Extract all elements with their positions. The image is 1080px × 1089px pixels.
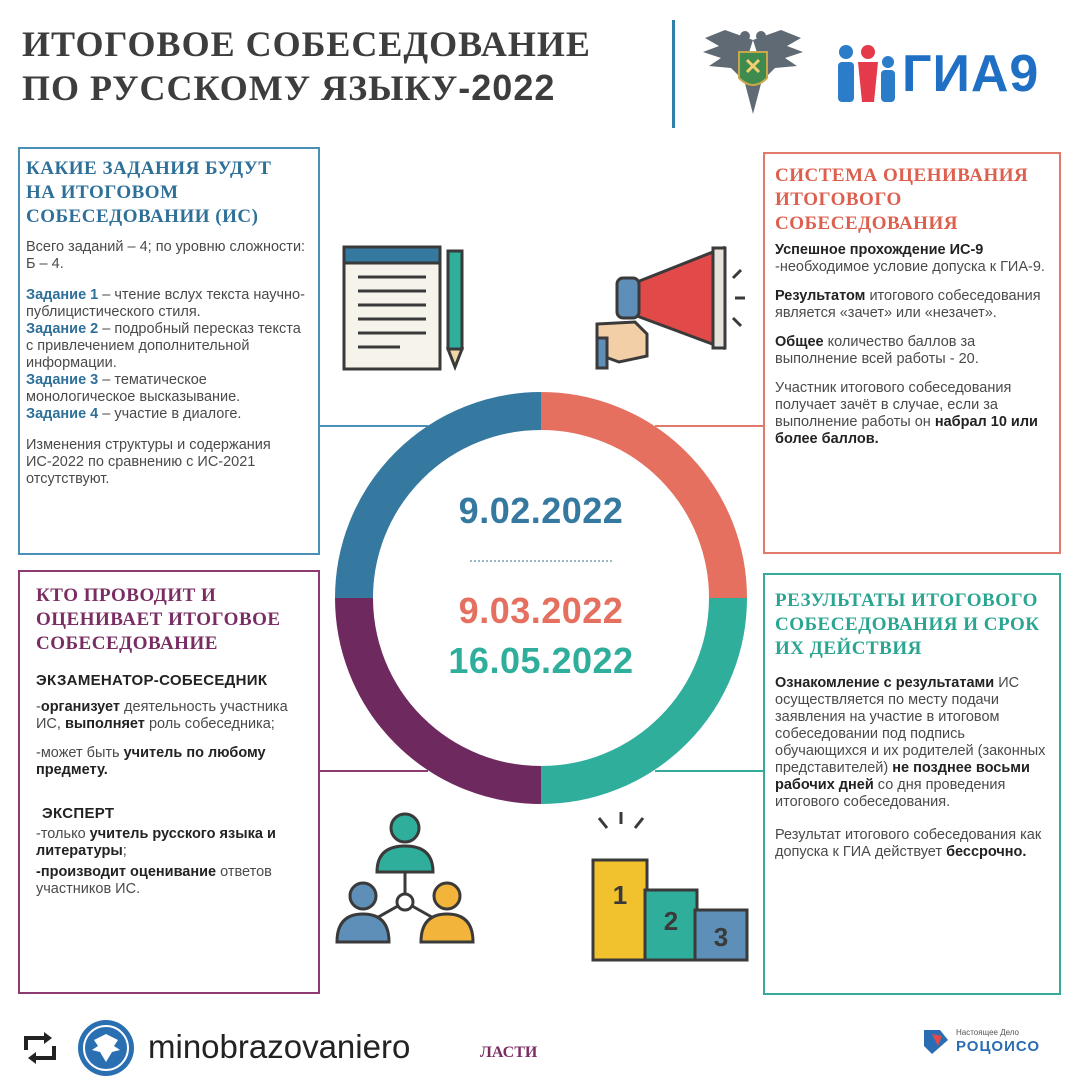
notebook-pencil-icon [340, 243, 470, 373]
podium-label-1: 1 [612, 880, 628, 910]
page-title-year: -2022 [458, 67, 556, 108]
rocoiso-logo-icon [920, 1026, 952, 1058]
examiners-box [18, 570, 320, 994]
date-separator [470, 560, 612, 562]
people-network-icon [333, 810, 478, 950]
tasks-box [18, 147, 320, 555]
task-item-1: Задание 1 – чтение вслух текста научно-публицистического стиля. [26, 287, 305, 320]
megaphone-icon [595, 238, 750, 373]
family-figures-icon [832, 42, 902, 108]
task-item-4: Задание 4 – участие в диалоге. [26, 406, 242, 422]
podium-label-3: 3 [713, 922, 729, 952]
rocoiso-logo-big: РОЦОИСО [956, 1038, 1041, 1055]
examiner-role-p1: -организует деятельность участника ИС, выполняет роль собеседника; [36, 699, 288, 732]
results-p2: Результат итогового собеседования как допуска к ГИА действует бессрочно. [775, 827, 1042, 860]
page-title-text: ПО РУССКОМУ ЯЗЫКУ [22, 68, 459, 108]
grading-heading: СИСТЕМА ОЦЕНИВАНИЯ ИТОГОВОГО СОБЕСЕДОВАНИЯ [775, 165, 1029, 234]
rocoiso-logo-small: Настоящее Дело [956, 1028, 1020, 1037]
podium-icon [585, 808, 753, 964]
results-box [763, 573, 1061, 995]
account-handle[interactable]: minobrazovaniero [148, 1028, 411, 1065]
gia9-logo-text: ГИА9 [902, 45, 1040, 103]
gia9-logo [832, 40, 1042, 110]
rocoiso-logo [920, 1022, 1060, 1062]
grading-p2: Результатом итогового собеседования является «зачет» или «незачет». [775, 288, 1041, 321]
ministry-avatar-icon[interactable] [78, 1020, 134, 1076]
header-divider [672, 20, 675, 128]
grading-p3: Общее количество баллов за выполнение всей работы - 20. [775, 334, 979, 367]
podium-place-1 [593, 860, 647, 960]
expert-role-p2: -производит оценивание ответов участников ИС. [36, 864, 272, 897]
results-p1: Ознакомление с результатами ИС осуществляется по месту подачи заявления на участие в итоговом собеседовании под подпись обучающихся и их родителей (законных представителей) не позднее восьми рабочих дней со дня проведения итогового собеседования. [775, 675, 1046, 810]
expert-role-title: ЭКСПЕРТ [42, 805, 115, 822]
tasks-intro: Всего заданий – 4; по уровню сложности: Б – 4. [26, 239, 306, 272]
grading-box [763, 152, 1061, 554]
date-extra-1: 9.03.2022 [458, 590, 624, 631]
eagle-emblem-icon [697, 26, 809, 116]
examiner-role-p2: -может быть учитель по любому предмету. [36, 745, 266, 778]
footer-caption: ЛАСТИ [480, 1044, 538, 1061]
results-heading: РЕЗУЛЬТАТЫ ИТОГОВОГО СОБЕСЕДОВАНИЯ И СРОК ИХ ДЕЙСТВИЯ [775, 590, 1040, 659]
tasks-outro: Изменения структуры и содержания ИС-2022 по сравнению с ИС-2021 отсутствуют. [26, 437, 271, 487]
date-main: 9.02.2022 [458, 490, 624, 531]
task-item-3: Задание 3 – тематическое монологическое высказывание. [26, 372, 241, 405]
tasks-heading: КАКИЕ ЗАДАНИЯ БУДУТ НА ИТОГОВОМ СОБЕСЕДОВАНИИ (ИС) [26, 158, 272, 227]
expert-role-p1: -только учитель русского языка и литературы; [36, 826, 276, 859]
grading-p4: Участник итогового собеседования получает зачёт в случае, если за выполнение работы он набрал 10 или более баллов. [775, 380, 1038, 447]
task-item-2: Задание 2 – подробный пересказ текста с привлечением дополнительной информации. [26, 321, 301, 371]
examiners-heading: КТО ПРОВОДИТ И ОЦЕНИВАЕТ ИТОГОВОЕ СОБЕСЕДОВАНИЕ [36, 585, 281, 654]
grading-p1: Успешное прохождение ИС-9 -необходимое условие допуска к ГИА-9. [775, 242, 1045, 275]
podium-label-2: 2 [663, 906, 679, 936]
page-title-line2 [22, 66, 555, 110]
repost-icon[interactable] [20, 1028, 60, 1068]
examiner-role-title: ЭКЗАМЕНАТОР-СОБЕСЕДНИК [36, 672, 268, 689]
date-extra-2: 16.05.2022 [448, 640, 634, 681]
page-title-line1: ИТОГОВОЕ СОБЕСЕДОВАНИЕ [22, 24, 591, 64]
